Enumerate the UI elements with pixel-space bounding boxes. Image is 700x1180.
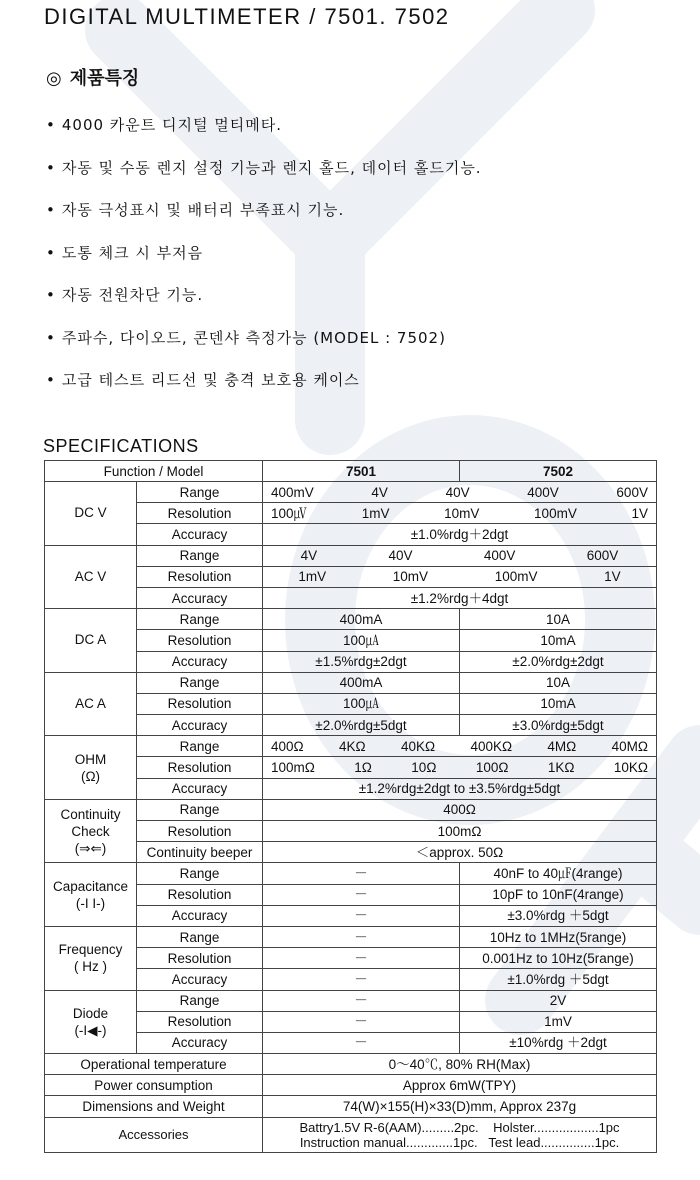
function-acv: AC V: [45, 545, 137, 609]
table-row: [45, 524, 657, 545]
value: 4MΩ: [547, 738, 577, 754]
bullet-icon: •: [46, 286, 56, 304]
table-row: [45, 630, 657, 651]
row-label: Resolution: [137, 821, 263, 842]
table-row: [45, 693, 657, 714]
function-name: Continuity: [60, 806, 121, 822]
value: Approx 6mW(TPY): [263, 1075, 657, 1096]
row-label: Range: [137, 609, 263, 630]
value: 100Ω: [475, 760, 509, 776]
function-dcv: DC V: [45, 482, 137, 546]
function-name: Frequency: [58, 942, 123, 958]
value: ±1.2%rdg±2dgt to ±3.5%rdg±5dgt: [263, 778, 657, 799]
table-row: [45, 821, 657, 842]
values-cell: [263, 757, 657, 778]
list-item: [46, 327, 482, 370]
table-row: [45, 1075, 657, 1096]
ohm-symbol-icon: (Ω): [80, 768, 101, 784]
row-label: Range: [137, 736, 263, 757]
function-aca: AC A: [45, 672, 137, 736]
value: ±10%rdg ＋2dgt: [460, 1032, 657, 1053]
table-row: [45, 778, 657, 799]
table-row: [45, 990, 657, 1011]
value: 400mA: [263, 672, 460, 693]
feature-text: 자동 극성표시 및 배터리 부족표시 기능.: [61, 201, 345, 219]
table-row: [45, 736, 657, 757]
row-label: Resolution: [137, 884, 263, 905]
table-row: [45, 799, 657, 820]
table-row: [45, 609, 657, 630]
row-label: Accuracy: [137, 905, 263, 926]
values-cell: [263, 482, 657, 503]
table-row: [45, 672, 657, 693]
specifications-title: SPECIFICATIONS: [43, 436, 199, 456]
table-row: [45, 715, 657, 736]
list-item: [46, 369, 482, 412]
diode-symbol-icon: (-I◀-): [74, 1022, 107, 1038]
value: 40KΩ: [400, 738, 436, 754]
table-row: [45, 948, 657, 969]
table-row: [45, 545, 657, 566]
value: 4V: [371, 484, 388, 500]
value: ±3.0%rdg ＋5dgt: [460, 905, 657, 926]
header-model-7502: 7502: [460, 461, 657, 482]
row-label: Accuracy: [137, 969, 263, 990]
value: ±2.0%rdg±5dgt: [263, 715, 460, 736]
function-ohm: [45, 736, 137, 800]
value: 74(W)×155(H)×33(D)mm, Approx 237g: [263, 1096, 657, 1117]
values-cell: [263, 736, 657, 757]
value: 400KΩ: [470, 738, 513, 754]
table-row: [45, 1117, 657, 1152]
value: 40V: [388, 548, 413, 564]
row-label: Accuracy: [137, 1032, 263, 1053]
table-row: [45, 1054, 657, 1075]
value: 100㎂: [263, 630, 460, 651]
table-row: [45, 566, 657, 587]
capacitor-symbol-icon: (-I I-): [75, 895, 106, 911]
value: 1mV: [361, 505, 390, 521]
row-label: Accuracy: [137, 651, 263, 672]
feature-text: 자동 전원차단 기능.: [61, 286, 204, 304]
value: 10mA: [460, 630, 657, 651]
function-dca: DC A: [45, 609, 137, 673]
table-row: [45, 905, 657, 926]
row-label: Range: [137, 545, 263, 566]
bullet-icon: •: [46, 328, 56, 347]
value: －: [263, 926, 460, 947]
table-row: [45, 1032, 657, 1053]
function-continuity: [45, 799, 137, 863]
table-row: [45, 884, 657, 905]
value: －: [263, 1011, 460, 1032]
table-row: [45, 587, 657, 608]
row-label: Resolution: [137, 948, 263, 969]
row-label: Resolution: [137, 566, 263, 587]
value: ±3.0%rdg±5dgt: [460, 715, 657, 736]
values-cell: [263, 503, 657, 524]
function-name: OHM: [74, 751, 107, 767]
list-item: [46, 114, 482, 157]
value: －: [263, 1032, 460, 1053]
function-name: Capacitance: [52, 878, 129, 894]
value: 10A: [460, 609, 657, 630]
bullet-icon: •: [46, 243, 56, 262]
value: 600V: [616, 484, 648, 500]
value: ±1.0%rdg ＋5dgt: [460, 969, 657, 990]
value: －: [263, 863, 460, 884]
table-row: [45, 969, 657, 990]
value: 10Ω: [411, 760, 437, 776]
value: Battry1.5V R-6(AAM).........2pc.: [299, 1119, 479, 1135]
value: －: [263, 948, 460, 969]
function-frequency: [45, 926, 137, 990]
row-label: Accessories: [45, 1117, 263, 1152]
value: 10mV: [444, 505, 480, 521]
table-row: [45, 757, 657, 778]
features-heading-text: 제품특징: [69, 68, 140, 89]
value: 4V: [300, 548, 318, 564]
row-label: Range: [137, 799, 263, 820]
value: 100㎂: [263, 693, 460, 714]
value: 40nF to 40㎌(4range): [460, 863, 657, 884]
row-label: Range: [137, 482, 263, 503]
value: 1mV: [460, 1011, 657, 1032]
row-label: Resolution: [137, 630, 263, 651]
table-row: [45, 842, 657, 863]
value: ±1.2%rdg＋4dgt: [263, 587, 657, 608]
value: 1Ω: [354, 760, 372, 776]
row-label: Accuracy: [137, 778, 263, 799]
value: 4KΩ: [338, 738, 366, 754]
value: 100mΩ: [263, 821, 657, 842]
function-capacitance: [45, 863, 137, 927]
value: Instruction manual.............1pc.: [299, 1134, 478, 1150]
function-name: Check: [71, 823, 110, 839]
value: 10Hz to 1MHz(5range): [460, 926, 657, 947]
value: 0～40℃, 80% RH(Max): [263, 1054, 657, 1075]
header-model-7501: 7501: [263, 461, 460, 482]
feature-text: 자동 및 수동 렌지 설정 기능과 렌지 홀드, 데이터 홀드기능.: [61, 158, 482, 177]
value: 1KΩ: [547, 760, 575, 776]
value: 10A: [460, 672, 657, 693]
value: 10pF to 10nF(4range): [460, 884, 657, 905]
value: 400Ω: [263, 799, 657, 820]
list-item: [46, 199, 482, 242]
list-item: [46, 242, 482, 285]
row-label: Power consumption: [45, 1075, 263, 1096]
value: Test lead...............1pc.: [488, 1134, 620, 1150]
bullet-icon: •: [46, 201, 56, 219]
row-label: Range: [137, 990, 263, 1011]
row-label: Continuity beeper: [137, 842, 263, 863]
value: ±2.0%rdg±2dgt: [460, 651, 657, 672]
value: 400Ω: [271, 738, 304, 754]
row-label: Resolution: [137, 757, 263, 778]
value: 10mA: [460, 693, 657, 714]
row-label: Dimensions and Weight: [45, 1096, 263, 1117]
table-row: [45, 482, 657, 503]
features-heading: [46, 64, 139, 90]
row-label: Resolution: [137, 503, 263, 524]
value: 2V: [460, 990, 657, 1011]
function-name: Diode: [72, 1005, 109, 1021]
table-row: [45, 863, 657, 884]
row-label: Resolution: [137, 1011, 263, 1032]
value: 100mV: [494, 569, 538, 585]
bullet-icon: •: [46, 371, 56, 389]
circle-mark-icon: ◎: [46, 68, 62, 89]
value: 1V: [604, 569, 621, 585]
values-cell: [263, 566, 657, 587]
value: ±1.0%rdg＋2dgt: [263, 524, 657, 545]
value: 400mA: [263, 609, 460, 630]
values-cell: [263, 545, 657, 566]
value: ±1.5%rdg±2dgt: [263, 651, 460, 672]
row-label: Range: [137, 863, 263, 884]
value: －: [263, 990, 460, 1011]
page-title: DIGITAL MULTIMETER / 7501. 7502: [44, 4, 450, 29]
table-row: [45, 1011, 657, 1032]
hz-symbol-icon: ( Hz ): [74, 959, 107, 975]
table-row: [45, 1096, 657, 1117]
list-item: [46, 157, 482, 200]
row-label: Accuracy: [137, 715, 263, 736]
feature-text: 도통 체크 시 부저음: [61, 243, 204, 262]
function-diode: [45, 990, 137, 1054]
value: 1mV: [298, 569, 327, 585]
features-list: [46, 114, 482, 412]
table-row: [45, 651, 657, 672]
value: 400V: [483, 548, 516, 564]
value: 40V: [445, 484, 470, 500]
value: 10KΩ: [613, 760, 648, 776]
value: 1V: [631, 505, 648, 521]
specifications-table: [44, 460, 657, 1153]
row-label: Operational temperature: [45, 1054, 263, 1075]
table-header-row: [45, 461, 657, 482]
row-label: Range: [137, 672, 263, 693]
row-label: Accuracy: [137, 587, 263, 608]
value: 400V: [527, 484, 559, 500]
feature-text: 4000 카운트 디지털 멀티메타.: [61, 116, 283, 134]
value: －: [263, 884, 460, 905]
feature-text: 고급 테스트 리드선 및 충격 보호용 케이스: [61, 371, 360, 389]
value: Holster..................1pc: [493, 1119, 620, 1135]
list-item: [46, 284, 482, 327]
table-row: [45, 503, 657, 524]
header-function-model: Function / Model: [45, 461, 263, 482]
table-row: [45, 926, 657, 947]
value: 10mV: [392, 569, 429, 585]
value: 100mV: [534, 505, 577, 521]
value: －: [263, 905, 460, 926]
feature-text: 주파수, 다이오드, 콘덴샤 측정가능 (MODEL : 7502): [61, 328, 446, 347]
value: ＜approx. 50Ω: [263, 842, 657, 863]
bullet-icon: •: [46, 158, 56, 177]
accessories-cell: [263, 1117, 657, 1152]
row-label: Range: [137, 926, 263, 947]
value: 0.001Hz to 10Hz(5range): [460, 948, 657, 969]
value: －: [263, 969, 460, 990]
value: 100㎶: [271, 505, 308, 521]
value: 400mV: [271, 484, 314, 500]
value: 100mΩ: [271, 760, 315, 776]
value: 600V: [586, 548, 619, 564]
row-label: Accuracy: [137, 524, 263, 545]
continuity-symbol-icon: (⇒⇐): [74, 840, 107, 856]
bullet-icon: •: [46, 116, 56, 134]
row-label: Resolution: [137, 693, 263, 714]
value: 40MΩ: [611, 738, 648, 754]
